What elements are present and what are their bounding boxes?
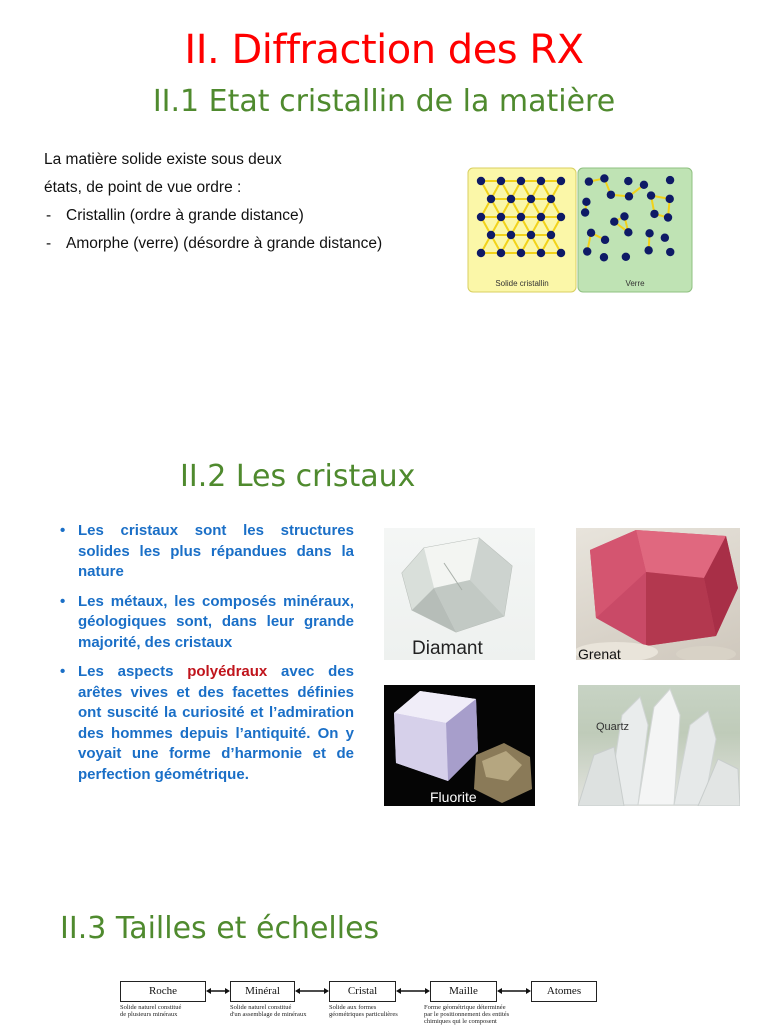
polyedraux-highlight: polyédraux [187, 663, 268, 680]
fluorite-crystal-illustration [384, 685, 535, 806]
state-list [44, 202, 444, 258]
double-arrow-icon [396, 986, 430, 996]
caption-cristal [329, 1004, 398, 1018]
diamant-label: Diamant [412, 638, 483, 659]
lattice-atom [517, 249, 525, 257]
glass-atom [585, 177, 593, 185]
glass-atom [607, 191, 615, 199]
lattice-atom [527, 231, 535, 239]
glass-atom [625, 192, 633, 200]
lattice-atom [557, 177, 565, 185]
glass-atom [644, 246, 652, 254]
grenat-label: Grenat [578, 646, 621, 660]
glass-atom [581, 208, 589, 216]
caption-maille [424, 1004, 509, 1025]
glass-atom [610, 217, 618, 225]
glass-atom [645, 229, 653, 237]
cristaux-bullet-list [60, 521, 354, 794]
crystal-vs-glass-figure [467, 167, 693, 293]
glass-atom [600, 174, 608, 182]
glass-atom [622, 253, 630, 261]
double-arrow-icon [497, 986, 531, 996]
diamant-photo [384, 528, 535, 660]
lattice-atom [507, 195, 515, 203]
quartz-crystal-illustration [578, 685, 740, 806]
glass-atom [583, 247, 591, 255]
glass-atom [620, 212, 628, 220]
glass-atom [664, 213, 672, 221]
glass-atom [601, 236, 609, 244]
section-title-etat-cristallin: II.1 Etat cristallin de la matière [152, 84, 616, 119]
page-title: II. Diffraction des RX [184, 27, 584, 73]
caption-line: par le positionnement des entités [424, 1011, 510, 1018]
state-item-amorphe: - Amorphe (verre) (désordre à grande distance) [44, 230, 444, 258]
lattice-atom [557, 213, 565, 221]
bullet3-pre: Les aspects [78, 663, 188, 680]
state-item-cristallin: - Cristallin (ordre à grande distance) [44, 202, 444, 230]
caption-mineral [230, 1004, 306, 1018]
lattice-atom [477, 177, 485, 185]
lattice-atom [527, 195, 535, 203]
lattice-atom [557, 249, 565, 257]
box-atomes: Atomes [531, 981, 597, 1002]
quartz-label: Quartz [596, 721, 630, 733]
caption-line: chimiques qui le composent [424, 1018, 497, 1025]
glass-atom [666, 248, 674, 256]
intro-line-2: états, de point de vue ordre : [44, 179, 242, 196]
glass-atom [587, 229, 595, 237]
caption-line: Solide naturel constitué [120, 1004, 182, 1011]
glass-atom [666, 176, 674, 184]
lattice-atom [487, 195, 495, 203]
glass-atom [661, 234, 669, 242]
scale-diagram [118, 978, 608, 1024]
lattice-atom [497, 213, 505, 221]
lattice-atom [477, 213, 485, 221]
box-maille: Maille [430, 981, 497, 1002]
fluorite-photo [384, 685, 535, 806]
glass-atom [650, 210, 658, 218]
quartz-photo [578, 685, 740, 806]
caption-line: Solide naturel constitué [230, 1004, 292, 1011]
caption-line: Solide aux formes [329, 1004, 377, 1011]
caption-line: d'un assemblage de minéraux [230, 1011, 307, 1018]
crystalline-label: Solide cristallin [495, 279, 549, 288]
double-arrow-icon [206, 986, 230, 996]
lattice-atom [487, 231, 495, 239]
cristaux-bullet-3 [60, 662, 354, 785]
glass-atom [640, 181, 648, 189]
fluorite-label: Fluorite [430, 789, 477, 805]
glass-atom [624, 228, 632, 236]
glass-atom [666, 195, 674, 203]
intro-line-1: La matière solide existe sous deux [44, 151, 282, 168]
glass-panel [578, 168, 692, 292]
box-cristal: Cristal [329, 981, 396, 1002]
section-title-cristaux: II.2 Les cristaux [180, 459, 416, 494]
lattice-atom [497, 249, 505, 257]
garnet-crystal-illustration [576, 528, 740, 660]
glass-atom [647, 191, 655, 199]
grenat-photo [576, 528, 740, 660]
caption-line: Forme géométrique déterminée [424, 1004, 506, 1011]
lattice-atom [517, 213, 525, 221]
section-title-tailles-echelles: II.3 Tailles et échelles [60, 911, 380, 946]
lattice-atom [507, 231, 515, 239]
caption-roche [120, 1004, 181, 1018]
glass-atom [600, 253, 608, 261]
lattice-atom [537, 213, 545, 221]
box-roche: Roche [120, 981, 206, 1002]
lattice-atom [537, 249, 545, 257]
lattice-atom [537, 177, 545, 185]
lattice-atom [477, 249, 485, 257]
glass-atom [624, 177, 632, 185]
cristaux-bullet-2: • Les métaux, les composés minéraux, géologiques sont, dans leur grande majorité, des cristaux [60, 592, 354, 654]
double-arrow-icon [295, 986, 329, 996]
glass-label: Verre [625, 279, 645, 288]
box-mineral: Minéral [230, 981, 295, 1002]
lattice-atom [547, 195, 555, 203]
lattice-atom [547, 231, 555, 239]
caption-line: géométriques particulières [329, 1011, 398, 1018]
caption-line: de plusieurs minéraux [120, 1011, 178, 1018]
bullet3-post: avec des arêtes vives et des facettes définies ont suscité la curiosité et l’admiration des hommes depuis l’antiquité. On y voyait une forme d’harmonie et de perfection géométrique. [78, 663, 354, 783]
section1-text [44, 146, 444, 258]
glass-atom [582, 198, 590, 206]
lattice-atom [497, 177, 505, 185]
cristaux-bullet-1: • Les cristaux sont les structures solides les plus répandues dans la nature [60, 521, 354, 583]
lattice-atom [517, 177, 525, 185]
